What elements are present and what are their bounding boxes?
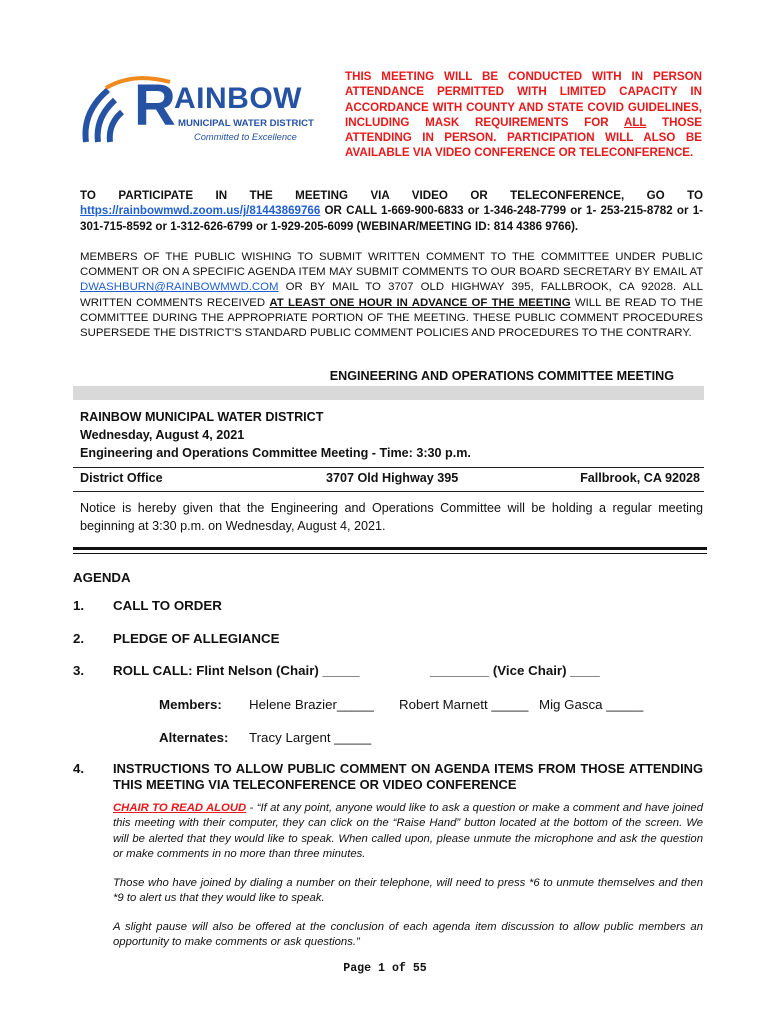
- member-entry: Robert Marnett _____: [399, 697, 529, 712]
- agenda-item-number: 4.: [73, 761, 85, 776]
- roll-call-vice-chair: ________ (Vice Chair) ____: [430, 663, 600, 678]
- agenda-title: AGENDA: [73, 570, 131, 585]
- covid-notice-text-1: THIS MEETING WILL BE CONDUCTED WITH IN PERSON ATTENDANCE PERMITTED WITH LIMITED CAPACITY IN ACCORDANCE WITH COUNTY AND STATE COVID GUIDELINES, INCLUDING MASK REQUIREMENTS FOR: [345, 70, 702, 129]
- covid-notice-all: ALL: [623, 115, 647, 129]
- district-logo: [78, 72, 328, 172]
- public-comment-part3: WILL BE READ TO THE COMMITTEE DURING THE APPROPRIATE PORTION OF THE MEETING. THESE PUBLIC COMMENT PROCEDURES SUPERSEDE THE DISTRICT’S STANDARD PUBLIC COMMENT POLICIES AND PROCEDURES TO THE CONTRARY.: [80, 296, 703, 340]
- notice-given: Notice is hereby given that the Engineering and Operations Committee will be holding a regular meeting beginning at 3:30 p.m. on Wednesday, August 4, 2021.: [80, 501, 703, 533]
- pause-instructions: A slight pause will also be offered at the conclusion of each agenda item discussion to allow public members an opportunity to make comments or ask questions.”: [113, 921, 703, 949]
- alternates-label: Alternates:: [159, 730, 229, 745]
- alternate-entry: Tracy Largent _____: [249, 730, 372, 745]
- logo-tagline: Committed to Excellence: [194, 132, 297, 142]
- read-aloud-paragraph: [113, 801, 703, 862]
- agenda-item-number: 1.: [73, 598, 85, 613]
- public-comment-emphasis: AT LEAST ONE HOUR IN ADVANCE OF THE MEETING: [269, 296, 571, 309]
- roll-call-chair: ROLL CALL: Flint Nelson (Chair) _____: [113, 663, 360, 678]
- participation-info: [80, 188, 703, 234]
- agenda-item-title: INSTRUCTIONS TO ALLOW PUBLIC COMMENT ON AGENDA ITEMS FROM THOSE ATTENDING THIS MEETING VIA TELECONFERENCE OR VIDEO CONFERENCE: [113, 761, 703, 793]
- agenda-item-title: CALL TO ORDER: [113, 598, 222, 613]
- meeting-heading: ENGINEERING AND OPERATIONS COMMITTEE MEETING: [329, 369, 674, 383]
- gray-divider-bar: [73, 386, 704, 400]
- members-label: Members:: [159, 697, 222, 712]
- covid-notice: [345, 69, 702, 161]
- meeting-date: Wednesday, August 4, 2021: [80, 428, 245, 442]
- meeting-time: Engineering and Operations Committee Meeting - Time: 3:30 p.m.: [80, 446, 471, 460]
- zoom-link[interactable]: https://rainbowmwd.zoom.us/j/81443869766: [80, 204, 321, 218]
- agenda-item-number: 3.: [73, 663, 85, 678]
- agenda-item-title: PLEDGE OF ALLEGIANCE: [113, 631, 280, 646]
- public-comment-part1: MEMBERS OF THE PUBLIC WISHING TO SUBMIT WRITTEN COMMENT TO THE COMMITTEE UNDER PUBLIC COMMENT OR ON A SPECIFIC AGENDA ITEM MAY SUBMIT COMMENTS TO OUR BOARD SECRETARY BY EMAIL AT: [80, 251, 703, 279]
- covid-notice-text-2: THOSE ATTENDING IN PERSON. PARTICIPATION WILL ALSO BE AVAILABLE VIA VIDEO CONFERENCE OR TELECONFERENCE.: [345, 115, 702, 160]
- participation-phones: OR CALL 1-669-900-6833 or 1-346-248-7799 or 1- 253-215-8782 or 1-301-715-8592 or 1-312-626-6799 or 1-929-205-6099 (WEBINAR/MEETING ID: 814 4386 9766).: [80, 204, 703, 233]
- page-number: Page 1 of 55: [343, 962, 427, 975]
- read-aloud-text: - “If at any point, anyone would like to ask a question or make a comment and have joined this meeting with their computer, they can click on the “Raise Hand” button located at the bottom of the screen. We will be alerted that they would like to speak. When called upon, please unmute the microphone and ask the question or make comments in no more than three minutes.: [113, 802, 703, 860]
- member-entry: Mig Gasca _____: [539, 697, 644, 712]
- logo-letter-r: R: [134, 73, 176, 138]
- phone-instructions: Those who have joined by dialing a number on their telephone, will need to press *6 to unmute themselves and then *9 to alert us that they would like to speak.: [113, 877, 703, 905]
- location-address: 3707 Old Highway 395: [326, 471, 459, 485]
- public-comment-paragraph: [80, 250, 703, 341]
- district-name: RAINBOW MUNICIPAL WATER DISTRICT: [80, 410, 324, 424]
- read-aloud-label: CHAIR TO READ ALOUD: [113, 802, 247, 814]
- member-entry: Helene Brazier_____: [249, 697, 374, 712]
- participation-lead: TO PARTICIPATE IN THE MEETING VIA VIDEO OR TELECONFERENCE, GO TO: [80, 189, 703, 202]
- agenda-item-number: 2.: [73, 631, 85, 646]
- email-link[interactable]: DWASHBURN@RAINBOWMWD.COM: [80, 281, 279, 294]
- location-place: District Office: [80, 471, 163, 485]
- logo-subtitle: MUNICIPAL WATER DISTRICT: [178, 118, 314, 129]
- location-row: [73, 467, 704, 492]
- logo-name: AINBOW: [174, 82, 302, 115]
- double-rule-divider: [73, 547, 707, 554]
- public-comment-part2: OR BY MAIL TO 3707 OLD HIGHWAY 395, FALLBROOK, CA 92028. ALL WRITTEN COMMENTS RECEIVED: [80, 281, 703, 309]
- location-city: Fallbrook, CA 92028: [580, 471, 700, 485]
- meeting-info: [80, 408, 703, 462]
